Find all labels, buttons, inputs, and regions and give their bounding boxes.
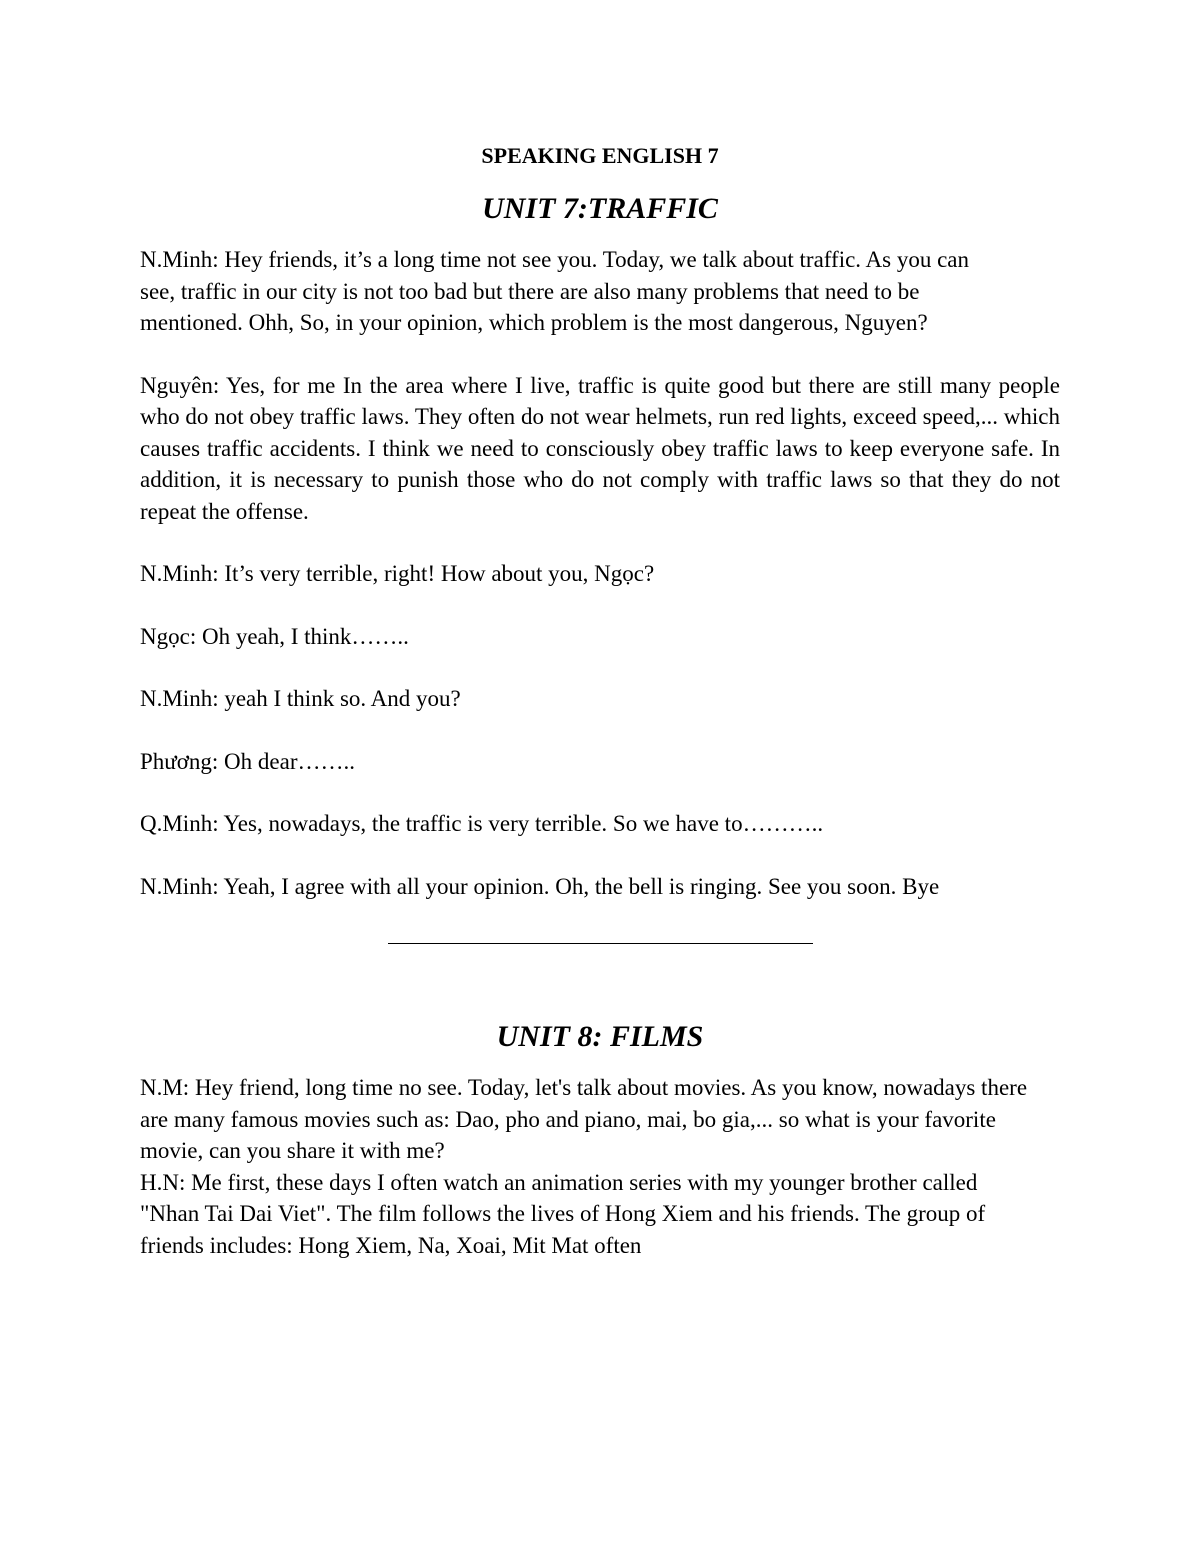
unit-7-line-qminh: Q.Minh: Yes, nowadays, the traffic is very terrible. So we have to……….. bbox=[140, 811, 824, 836]
unit-7-line-nminh-intro: N.Minh: Hey friends, it’s a long time not see you. Today, we talk about traffic. As you can see, traffic in our city is not too bad but there are also many problems that need to be mentioned. Ohh, So, in your opinion, which problem is the most dangerous, Nguyen? bbox=[140, 247, 969, 335]
unit-8-line-hn: H.N: Me first, these days I often watch an animation series with my younger brother called "Nhan Tai Dai Viet". The film follows the lives of Hong Xiem and his friends. The group of friends includes: Hong Xiem, Na, Xoai, Mit Mat often bbox=[140, 1169, 986, 1258]
unit-7-line-nguyen: Nguyên: Yes, for me In the area where I live, traffic is quite good but there are still many people who do not obey traffic laws. They often do not wear helmets, run red lights, exceed speed,... which causes traffic accidents. I think we need to consciously obey traffic laws to keep everyone safe. In addition, it is necessary to punish those who do not comply with traffic laws so that they do not repeat the offense. bbox=[140, 372, 1060, 524]
unit-8-title: UNIT 8: FILMS bbox=[496, 1020, 704, 1053]
document-page bbox=[140, 140, 1060, 1261]
unit-8-line-nm: N.M: Hey friend, long time no see. Today, let's talk about movies. As you know, nowadays there are many famous movies such as: Dao, pho and piano, mai, bo gia,... so what is your favorite movie, can you share it with me? bbox=[140, 1075, 1028, 1163]
unit-7-title: UNIT 7:TRAFFIC bbox=[482, 192, 718, 225]
unit-7-line-phuong: Phương: Oh dear…….. bbox=[140, 748, 355, 774]
unit-7-line-nminh-and-you: N.Minh: yeah I think so. And you? bbox=[140, 686, 461, 711]
unit-7-line-nminh-ngoc: N.Minh: It’s very terrible, right! How about you, Ngọc? bbox=[140, 561, 655, 586]
unit-7-line-nminh-bye: N.Minh: Yeah, I agree with all your opinion. Oh, the bell is ringing. See you soon. Bye bbox=[140, 873, 940, 899]
section-divider bbox=[140, 932, 1060, 952]
unit-7-line-ngoc: Ngọc: Oh yeah, I think…….. bbox=[140, 623, 409, 649]
document-title: SPEAKING ENGLISH 7 bbox=[481, 143, 719, 168]
